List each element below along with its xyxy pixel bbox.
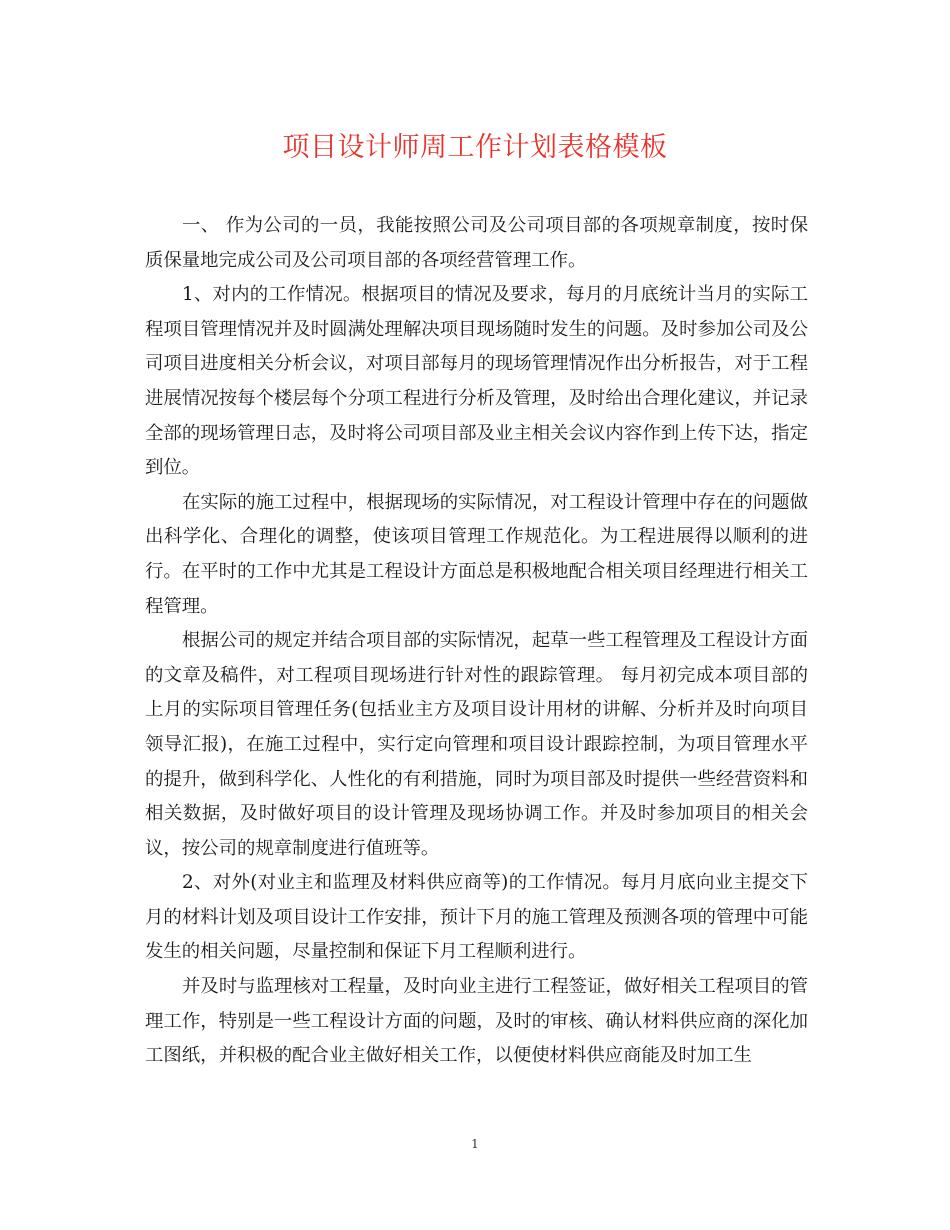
document-title: 项目设计师周工作计划表格模板 (282, 132, 668, 163)
paragraph-supervision: 并及时与监理核对工程量，及时向业主进行工程签证，做好相关工程项目的管理工作，特别是一些工程设计方面的问题，及时的审核、确认材料供应商的深化加工图纸，并积极的配合业主做好相关工作，以便使材料供应商能及时加工生 (145, 976, 808, 1067)
document-body (145, 209, 808, 1074)
page-number: 1 (471, 1137, 479, 1151)
paragraph-external-work: 2、对外(对业主和监理及材料供应商等)的工作情况。每月月底向业主提交下月的材料计划及项目设计工作安排，预计下月的施工管理及预测各项的管理中可能发生的相关问题，尽量控制和保证下月工程顺利进行。 (145, 872, 808, 963)
paragraph-company-rules: 根据公司的规定并结合项目部的实际情况，起草一些工程管理及工程设计方面的文章及稿件，对工程项目现场进行针对性的跟踪管理。 每月初完成本项目部的上月的实际项目管理任务(包括业主方及项目设计用材的讲解、分析并及时向项目领导汇报)，在施工过程中，实行定向管理和项目设计跟踪控制，为项目管理水平的提升，做到科学化、人性化的有利措施，同时为项目部及时提供一些经营资料和相关数据，及时做好项目的设计管理及现场协调工作。并及时参加项目的相关会议，按公司的规章制度进行值班等。 (145, 630, 808, 859)
paragraph-construction-process: 在实际的施工过程中，根据现场的实际情况，对工程设计管理中存在的问题做出科学化、合理化的调整，使该项目管理工作规范化。为工程进展得以顺利的进行。在平时的工作中尤其是工程设计方面总是积极地配合相关项目经理进行相关工程管理。 (145, 491, 808, 617)
paragraph-intro: 一、 作为公司的一员，我能按照公司及公司项目部的各项规章制度，按时保质保量地完成公司及公司项目部的各项经营管理工作。 (145, 215, 808, 271)
paragraph-internal-work: 1、对内的工作情况。根据项目的情况及要求，每月的月底统计当月的实际工程项目管理情况并及时圆满处理解决项目现场随时发生的问题。及时参加公司及公司项目进度相关分析会议，对项目部每月的现场管理情况作出分析报告，对于工程进展情况按每个楼层每个分项工程进行分析及管理，及时给出合理化建议，并记录全部的现场管理日志，及时将公司项目部及业主相关会议内容作到上传下达，指定到位。 (145, 284, 808, 479)
